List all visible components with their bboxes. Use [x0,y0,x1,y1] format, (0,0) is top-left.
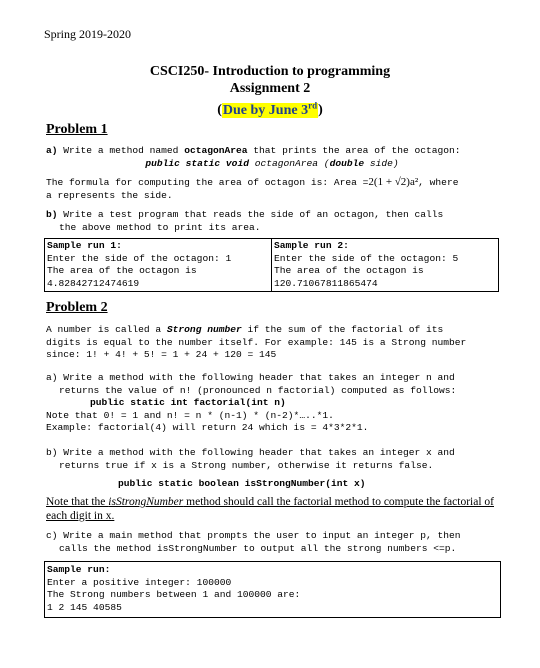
problem2-heading: Problem 2 [46,300,108,315]
due-highlight: Due by June 3rd [222,100,318,118]
problem2-part-c: c) Write a main method that prompts the user to input an integer p, then calls the method isStrongNumber to output all the strong numbers <=p. [46,530,461,554]
octagon-signature: public static void octagonArea (double side) [145,157,399,169]
assignment-title: Assignment 2 [229,81,311,96]
area-formula: 2(1 + √2)a² [368,176,419,189]
sample-runs-table [44,238,499,292]
problem2-note: Note that the isStrongNumber method should call the factorial method to compute the factorial of each digit in x. [46,496,494,522]
problem2-sample-run: Sample run: Enter a positive integer: 100000 The Strong numbers between 1 and 100000 are: 1 2 145 40585 [44,561,501,618]
sample-run-1: Sample run 1: Enter the side of the octagon: 1 The area of the octagon is 4.82842712474619 [45,239,272,292]
problem2-part-a: a) Write a method with the following header that takes an integer n and returns the value of n! (pronounced n factorial) computed as follows: public static int factorial(int n) Note that 0! = 1 and n! = n * (n-1) * (n-2)*…..*1. Example: factorial(4) will return 24 which is = 4*3*2*1. [46,372,498,435]
problem2-intro: A number is called a Strong number if the sum of the factorial of its digits is equal to the number itself. For example: 145 is a Strong number since: 1! + 4! + 5! = 1 + 24 + 120 = 145 [46,324,467,361]
problem1-part-a: a) Write a method named octagonArea that prints the area of the octagon: public static void octagonArea (double side) The formula for computing the area of octagon is: Area =2(1 + √2)a², where a represents the side. [46,145,498,202]
isstrong-signature: public static boolean isStrongNumber(int x) [118,478,366,490]
table-row [45,239,499,292]
problem1-heading: Problem 1 [46,122,108,137]
problem1-part-b: b) Write a test program that reads the side of an octagon, then calls the above method to print its area. [46,209,444,233]
title-block [0,63,540,119]
term-header: Spring 2019-2020 [44,27,131,41]
due-date: (Due by June 3rd) [217,100,323,118]
strong-number-term: Strong number [166,324,242,335]
course-title: CSCI250- Introduction to programming [149,64,391,79]
factorial-signature: public static int factorial(int n) [90,397,286,409]
problem2-part-b: b) Write a method with the following header that takes an integer x and returns true if x is a Strong number, otherwise it returns false. public static boolean isStrongNumber(int x) [46,447,498,491]
sample-run-2: Sample run 2: Enter the side of the octagon: 5 The area of the octagon is 120.71067811865474 [272,239,499,292]
